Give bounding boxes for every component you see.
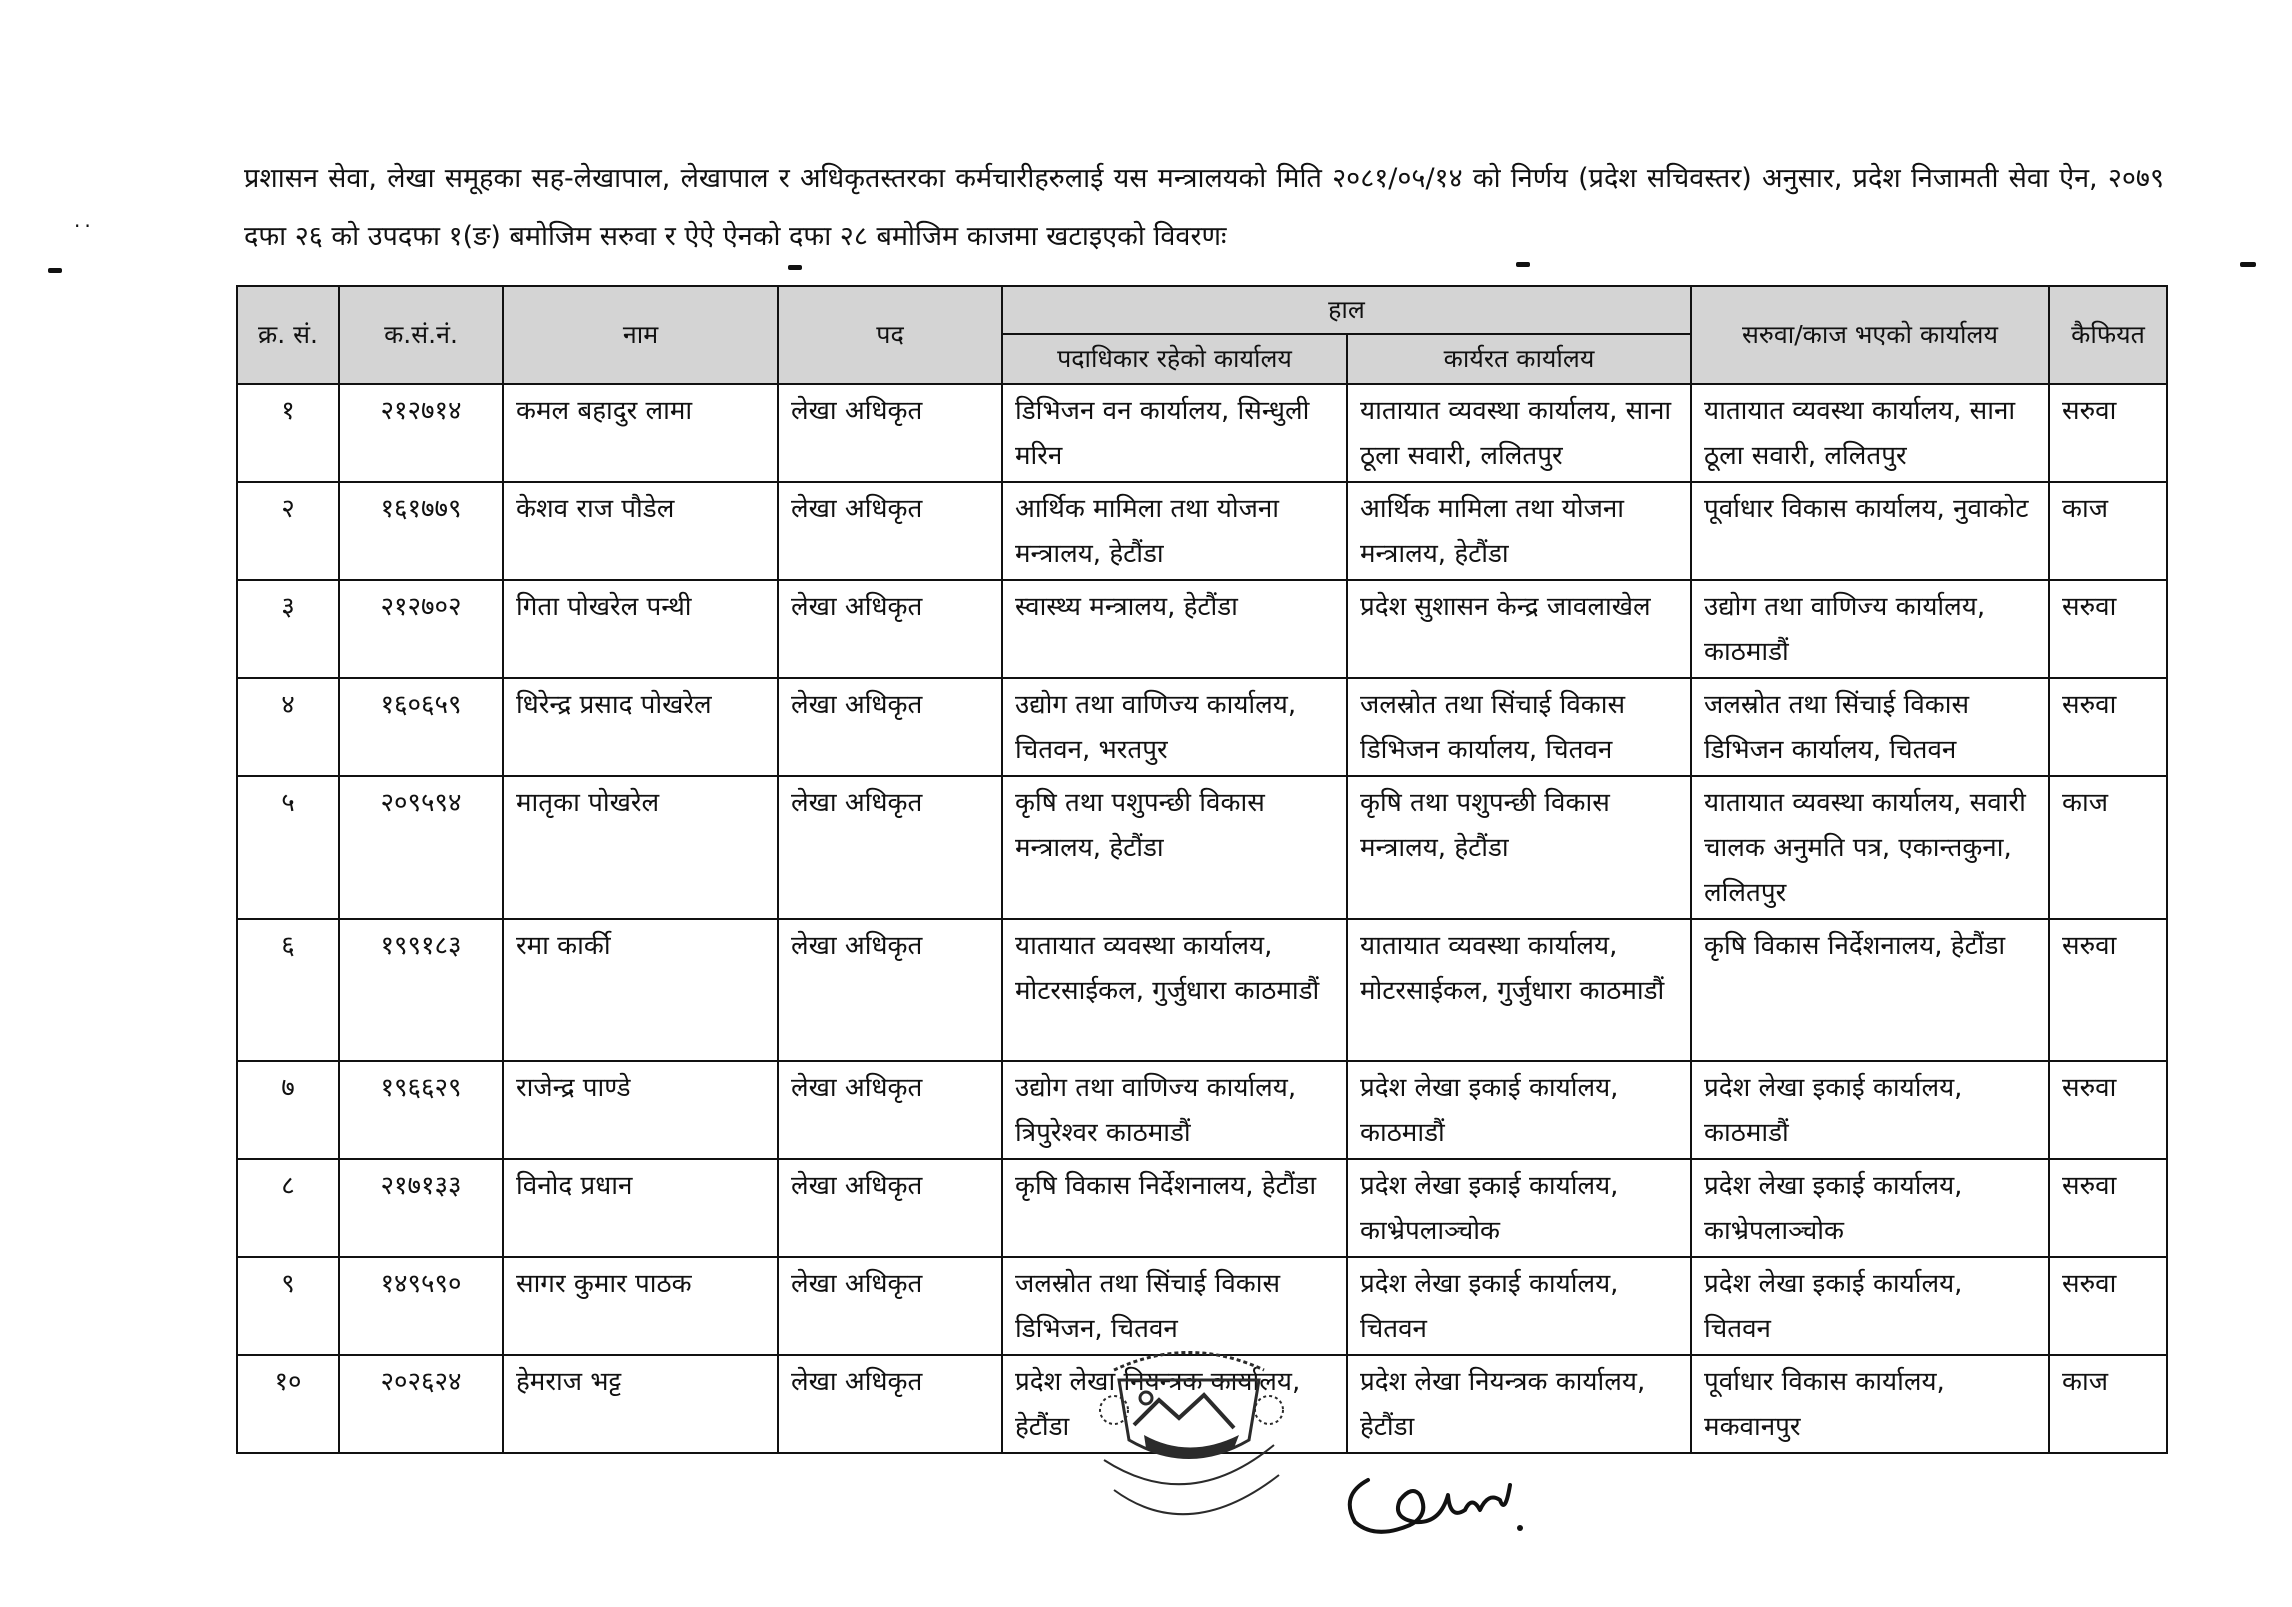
cell-sn: १ <box>237 384 339 482</box>
cell-office-held: आर्थिक मामिला तथा योजना मन्त्रालय, हेटौंडा <box>1002 482 1347 580</box>
cell-office-held: उद्योग तथा वाणिज्य कार्यालय, त्रिपुरेश्वर काठमाडौं <box>1002 1061 1347 1159</box>
table-row <box>237 1159 2167 1257</box>
cell-sn: ४ <box>237 678 339 776</box>
cell-sn: ८ <box>237 1159 339 1257</box>
cell-remarks: सरुवा <box>2049 919 2167 1061</box>
cell-office-working: यातायात व्यवस्था कार्यालय, साना ठूला सवारी, ललितपुर <box>1347 384 1691 482</box>
header-sn: क्र. सं. <box>237 286 339 384</box>
header-name: नाम <box>503 286 778 384</box>
header-remarks: कैफियत <box>2049 286 2167 384</box>
cell-staff-no: २१२७०२ <box>339 580 503 678</box>
cell-office-working: प्रदेश लेखा इकाई कार्यालय, काभ्रेपलाञ्चोक <box>1347 1159 1691 1257</box>
header-post: पद <box>778 286 1002 384</box>
cell-staff-no: १४९५९० <box>339 1257 503 1355</box>
cell-remarks: सरुवा <box>2049 384 2167 482</box>
signature-icon <box>1330 1440 1530 1550</box>
cell-transfer-office: यातायात व्यवस्था कार्यालय, साना ठूला सवारी, ललितपुर <box>1691 384 2049 482</box>
cell-name: सागर कुमार पाठक <box>503 1257 778 1355</box>
cell-transfer-office: उद्योग तथा वाणिज्य कार्यालय, काठमाडौं <box>1691 580 2049 678</box>
table-row <box>237 776 2167 919</box>
cell-name: केशव राज पौडेल <box>503 482 778 580</box>
cell-name: विनोद प्रधान <box>503 1159 778 1257</box>
cell-staff-no: १९६६२९ <box>339 1061 503 1159</box>
cell-post: लेखा अधिकृत <box>778 1061 1002 1159</box>
cell-office-held: उद्योग तथा वाणिज्य कार्यालय, चितवन, भरतपुर <box>1002 678 1347 776</box>
cell-office-working: प्रदेश लेखा इकाई कार्यालय, चितवन <box>1347 1257 1691 1355</box>
cell-sn: ५ <box>237 776 339 919</box>
header-office-held: पदाधिकार रहेको कार्यालय <box>1002 334 1347 384</box>
table-row <box>237 919 2167 1061</box>
cell-staff-no: १६१७७९ <box>339 482 503 580</box>
cell-transfer-office: जलस्रोत तथा सिंचाई विकास डिभिजन कार्यालय, चितवन <box>1691 678 2049 776</box>
cell-post: लेखा अधिकृत <box>778 1159 1002 1257</box>
cell-sn: ९ <box>237 1257 339 1355</box>
scan-mark-center-left <box>788 265 802 270</box>
cell-post: लेखा अधिकृत <box>778 482 1002 580</box>
cell-name: गिता पोखरेल पन्थी <box>503 580 778 678</box>
cell-transfer-office: प्रदेश लेखा इकाई कार्यालय, काठमाडौं <box>1691 1061 2049 1159</box>
table-row <box>237 678 2167 776</box>
transfer-table <box>236 285 2168 1454</box>
scan-mark-left <box>48 268 62 273</box>
cell-office-held: प्रदेश लेखा नियन्त्रक कार्यालय, हेटौंडा <box>1002 1355 1347 1453</box>
cell-post: लेखा अधिकृत <box>778 919 1002 1061</box>
cell-staff-no: २१७१३३ <box>339 1159 503 1257</box>
cell-remarks: काज <box>2049 776 2167 919</box>
table-row <box>237 580 2167 678</box>
cell-remarks: सरुवा <box>2049 1257 2167 1355</box>
cell-staff-no: १९९१८३ <box>339 919 503 1061</box>
cell-name: रमा कार्की <box>503 919 778 1061</box>
cell-remarks: काज <box>2049 482 2167 580</box>
table-row <box>237 1061 2167 1159</box>
table-row <box>237 482 2167 580</box>
cell-office-working: प्रदेश लेखा नियन्त्रक कार्यालय, हेटौंडा <box>1347 1355 1691 1453</box>
cell-post: लेखा अधिकृत <box>778 1257 1002 1355</box>
cell-office-held: जलस्रोत तथा सिंचाई विकास डिभिजन, चितवन <box>1002 1257 1347 1355</box>
scan-mark-center <box>1516 262 1530 267</box>
cell-sn: ७ <box>237 1061 339 1159</box>
cell-office-working: प्रदेश लेखा इकाई कार्यालय, काठमाडौं <box>1347 1061 1691 1159</box>
cell-name: राजेन्द्र पाण्डे <box>503 1061 778 1159</box>
cell-remarks: काज <box>2049 1355 2167 1453</box>
intro-paragraph: प्रशासन सेवा, लेखा समूहका सह-लेखापाल, लेखापाल र अधिकृतस्तरका कर्मचारीहरुलाई यस मन्त्रालयको मिति २०८१/०५/१४ को निर्णय (प्रदेश सचिवस्तर) अनुसार, प्रदेश निजामती सेवा ऐन, २०७९ दफा २६ को उपदफा १(ङ) बमोजिम सरुवा र ऐऐ ऐनको दफा २८ बमोजिम काजमा खटाइएको विवरणः <box>244 163 2164 252</box>
header-office-working: कार्यरत कार्यालय <box>1347 334 1691 384</box>
cell-post: लेखा अधिकृत <box>778 580 1002 678</box>
cell-remarks: सरुवा <box>2049 1061 2167 1159</box>
cell-transfer-office: पूर्वाधार विकास कार्यालय, मकवानपुर <box>1691 1355 2049 1453</box>
cell-name: हेमराज भट्ट <box>503 1355 778 1453</box>
cell-post: लेखा अधिकृत <box>778 678 1002 776</box>
cell-post: लेखा अधिकृत <box>778 776 1002 919</box>
scan-mark-right <box>2240 262 2256 267</box>
cell-sn: ६ <box>237 919 339 1061</box>
cell-office-working: आर्थिक मामिला तथा योजना मन्त्रालय, हेटौंडा <box>1347 482 1691 580</box>
cell-office-held: स्वास्थ्य मन्त्रालय, हेटौंडा <box>1002 580 1347 678</box>
cell-name: धिरेन्द्र प्रसाद पोखरेल <box>503 678 778 776</box>
cell-name: कमल बहादुर लामा <box>503 384 778 482</box>
cell-office-working: कृषि तथा पशुपन्छी विकास मन्त्रालय, हेटौंडा <box>1347 776 1691 919</box>
cell-remarks: सरुवा <box>2049 580 2167 678</box>
cell-remarks: सरुवा <box>2049 1159 2167 1257</box>
cell-sn: ३ <box>237 580 339 678</box>
government-seal-icon <box>1074 1340 1304 1600</box>
cell-office-held: कृषि तथा पशुपन्छी विकास मन्त्रालय, हेटौंडा <box>1002 776 1347 919</box>
cell-remarks: सरुवा <box>2049 678 2167 776</box>
cell-name: मातृका पोखरेल <box>503 776 778 919</box>
cell-post: लेखा अधिकृत <box>778 384 1002 482</box>
cell-staff-no: २०९५९४ <box>339 776 503 919</box>
cell-transfer-office: प्रदेश लेखा इकाई कार्यालय, चितवन <box>1691 1257 2049 1355</box>
cell-transfer-office: प्रदेश लेखा इकाई कार्यालय, काभ्रेपलाञ्चोक <box>1691 1159 2049 1257</box>
cell-office-working: जलस्रोत तथा सिंचाई विकास डिभिजन कार्यालय, चितवन <box>1347 678 1691 776</box>
cell-post: लेखा अधिकृत <box>778 1355 1002 1453</box>
header-transfer-office: सरुवा/काज भएको कार्यालय <box>1691 286 2049 384</box>
cell-sn: २ <box>237 482 339 580</box>
cell-transfer-office: पूर्वाधार विकास कार्यालय, नुवाकोट <box>1691 482 2049 580</box>
cell-staff-no: १६०६५९ <box>339 678 503 776</box>
header-staff-no: क.सं.नं. <box>339 286 503 384</box>
table-row <box>237 384 2167 482</box>
cell-office-held: डिभिजन वन कार्यालय, सिन्धुली मरिन <box>1002 384 1347 482</box>
cell-office-working: प्रदेश सुशासन केन्द्र जावलाखेल <box>1347 580 1691 678</box>
margin-dots: ·· <box>74 214 95 238</box>
cell-transfer-office: कृषि विकास निर्देशनालय, हेटौंडा <box>1691 919 2049 1061</box>
header-current: हाल <box>1002 286 1691 334</box>
cell-staff-no: २१२७१४ <box>339 384 503 482</box>
cell-office-held: यातायात व्यवस्था कार्यालय, मोटरसाईकल, गुर्जुधारा काठमाडौं <box>1002 919 1347 1061</box>
cell-office-working: यातायात व्यवस्था कार्यालय, मोटरसाईकल, गुर्जुधारा काठमाडौं <box>1347 919 1691 1061</box>
cell-office-held: कृषि विकास निर्देशनालय, हेटौंडा <box>1002 1159 1347 1257</box>
cell-transfer-office: यातायात व्यवस्था कार्यालय, सवारी चालक अनुमति पत्र, एकान्तकुना, ललितपुर <box>1691 776 2049 919</box>
cell-sn: १० <box>237 1355 339 1453</box>
cell-staff-no: २०२६२४ <box>339 1355 503 1453</box>
